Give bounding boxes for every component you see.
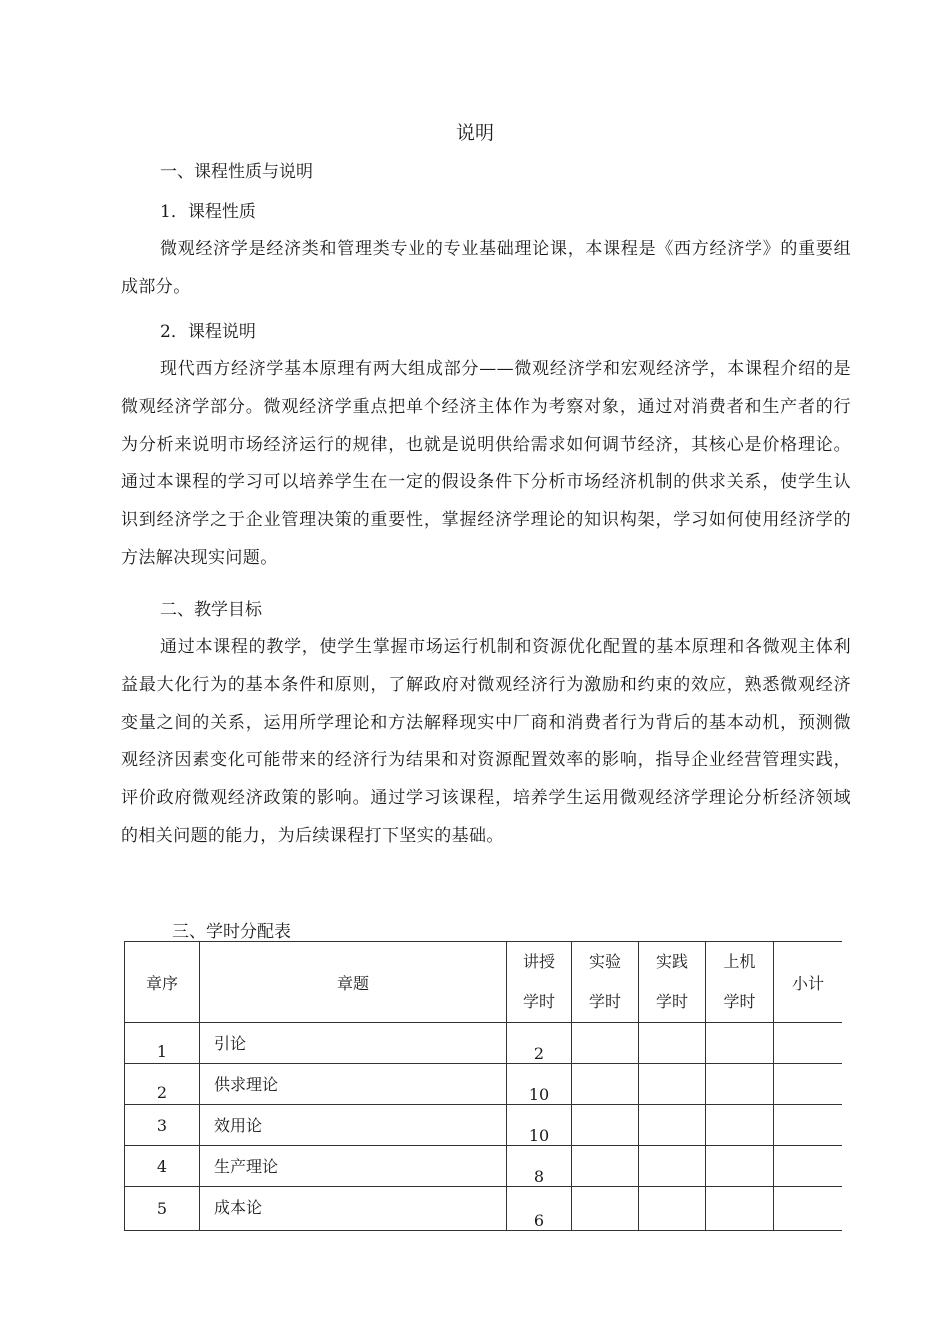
- header-lecture-line2: 学时: [522, 992, 555, 1011]
- header-lecture-hours: [507, 942, 572, 1023]
- row-computer-hours: [706, 1064, 774, 1105]
- page-title: 说明: [455, 122, 494, 144]
- row-practice-hours: [639, 1023, 706, 1064]
- table-row: [125, 1064, 843, 1105]
- header-topic: 章题: [200, 942, 507, 1023]
- row-subtotal: [774, 1023, 843, 1064]
- row-subtotal: [774, 1105, 843, 1146]
- table-row: [125, 1023, 843, 1064]
- row-seq: 5: [125, 1187, 200, 1231]
- row-subtotal: [774, 1146, 843, 1187]
- subheading-course-description: 2．课程说明: [160, 322, 256, 342]
- row-lab-hours: [572, 1105, 639, 1146]
- row-lab-hours: [572, 1146, 639, 1187]
- header-practice-line2: 学时: [655, 992, 688, 1011]
- section-heading-teaching-objectives: 二、教学目标: [160, 600, 262, 620]
- header-lecture-line1: 讲授: [522, 952, 555, 971]
- row-topic: 供求理论: [200, 1064, 507, 1105]
- row-practice-hours: [639, 1064, 706, 1105]
- row-seq: 1: [125, 1023, 200, 1064]
- header-lab-line1: 实验: [588, 952, 621, 971]
- row-seq: 2: [125, 1064, 200, 1105]
- row-subtotal: [774, 1064, 843, 1105]
- row-lecture-hours: 10: [507, 1064, 572, 1105]
- row-topic: 效用论: [200, 1105, 507, 1146]
- header-computer-line1: 上机: [723, 952, 756, 971]
- row-subtotal: [774, 1187, 843, 1231]
- header-lab-line2: 学时: [588, 992, 621, 1011]
- row-lecture-hours: 2: [507, 1023, 572, 1064]
- row-practice-hours: [639, 1105, 706, 1146]
- row-computer-hours: [706, 1023, 774, 1064]
- paragraph-teaching-objectives: 通过本课程的教学，使学生掌握市场运行机制和资源优化配置的基本原理和各微观主体利益最大化行为的基本条件和原则，了解政府对微观经济行为激励和约束的效应，熟悉微观经济变量之间的关系，运用所学理论和方法解释现实中厂商和消费者行为背后的基本动机，预测微观经济因素变化可能带来的经济行为结果和对资源配置效率的影响，指导企业经营管理实践，评价政府微观经济政策的影响。通过学习该课程，培养学生运用微观经济学理论分析经济领域的相关问题的能力，为后续课程打下坚实的基础。: [121, 637, 851, 846]
- header-lab-hours: [572, 942, 639, 1023]
- row-lecture-hours: 8: [507, 1146, 572, 1187]
- row-lecture-hours: 10: [507, 1105, 572, 1146]
- paragraph-course-description: 现代西方经济学基本原理有两大组成部分——微观经济学和宏观经济学，本课程介绍的是微观经济学部分。微观经济学重点把单个经济主体作为考察对象，通过对消费者和生产者的行为分析来说明市场经济运行的规律，也就是说明供给需求如何调节经济，其核心是价格理论。通过本课程的学习可以培养学生在一定的假设条件下分析市场经济机制的供求关系，使学生认识到经济学之于企业管理决策的重要性，掌握经济学理论的知识构架，学习如何使用经济学的方法解决现实问题。: [121, 359, 851, 568]
- row-practice-hours: [639, 1146, 706, 1187]
- table-header-row: [125, 942, 843, 1023]
- paragraph-course-nature: 微观经济学是经济类和管理类专业的专业基础理论课，本课程是《西方经济学》的重要组成部分。: [121, 239, 851, 297]
- row-lecture-hours: 6: [507, 1187, 572, 1231]
- header-computer-hours: [706, 942, 774, 1023]
- row-topic: 引论: [200, 1023, 507, 1064]
- header-practice-line1: 实践: [655, 952, 688, 971]
- row-computer-hours: [706, 1146, 774, 1187]
- row-seq: 3: [125, 1105, 200, 1146]
- row-computer-hours: [706, 1105, 774, 1146]
- subheading-course-nature: 1．课程性质: [160, 202, 256, 222]
- hour-allocation-table: [124, 941, 842, 1231]
- table-row: [125, 1146, 843, 1187]
- row-practice-hours: [639, 1187, 706, 1231]
- table-row: [125, 1187, 843, 1231]
- row-lab-hours: [572, 1064, 639, 1105]
- table-row: [125, 1105, 843, 1146]
- row-computer-hours: [706, 1187, 774, 1231]
- row-topic: 生产理论: [200, 1146, 507, 1187]
- row-seq: 4: [125, 1146, 200, 1187]
- row-topic: 成本论: [200, 1187, 507, 1231]
- header-seq: 章序: [125, 942, 200, 1023]
- section-heading-course-nature: 一、课程性质与说明: [160, 162, 313, 182]
- section-heading-hour-allocation: 三、学时分配表: [172, 922, 291, 942]
- row-lab-hours: [572, 1023, 639, 1064]
- row-lab-hours: [572, 1187, 639, 1231]
- header-subtotal: 小计: [774, 942, 843, 1023]
- header-practice-hours: [639, 942, 706, 1023]
- header-computer-line2: 学时: [723, 992, 756, 1011]
